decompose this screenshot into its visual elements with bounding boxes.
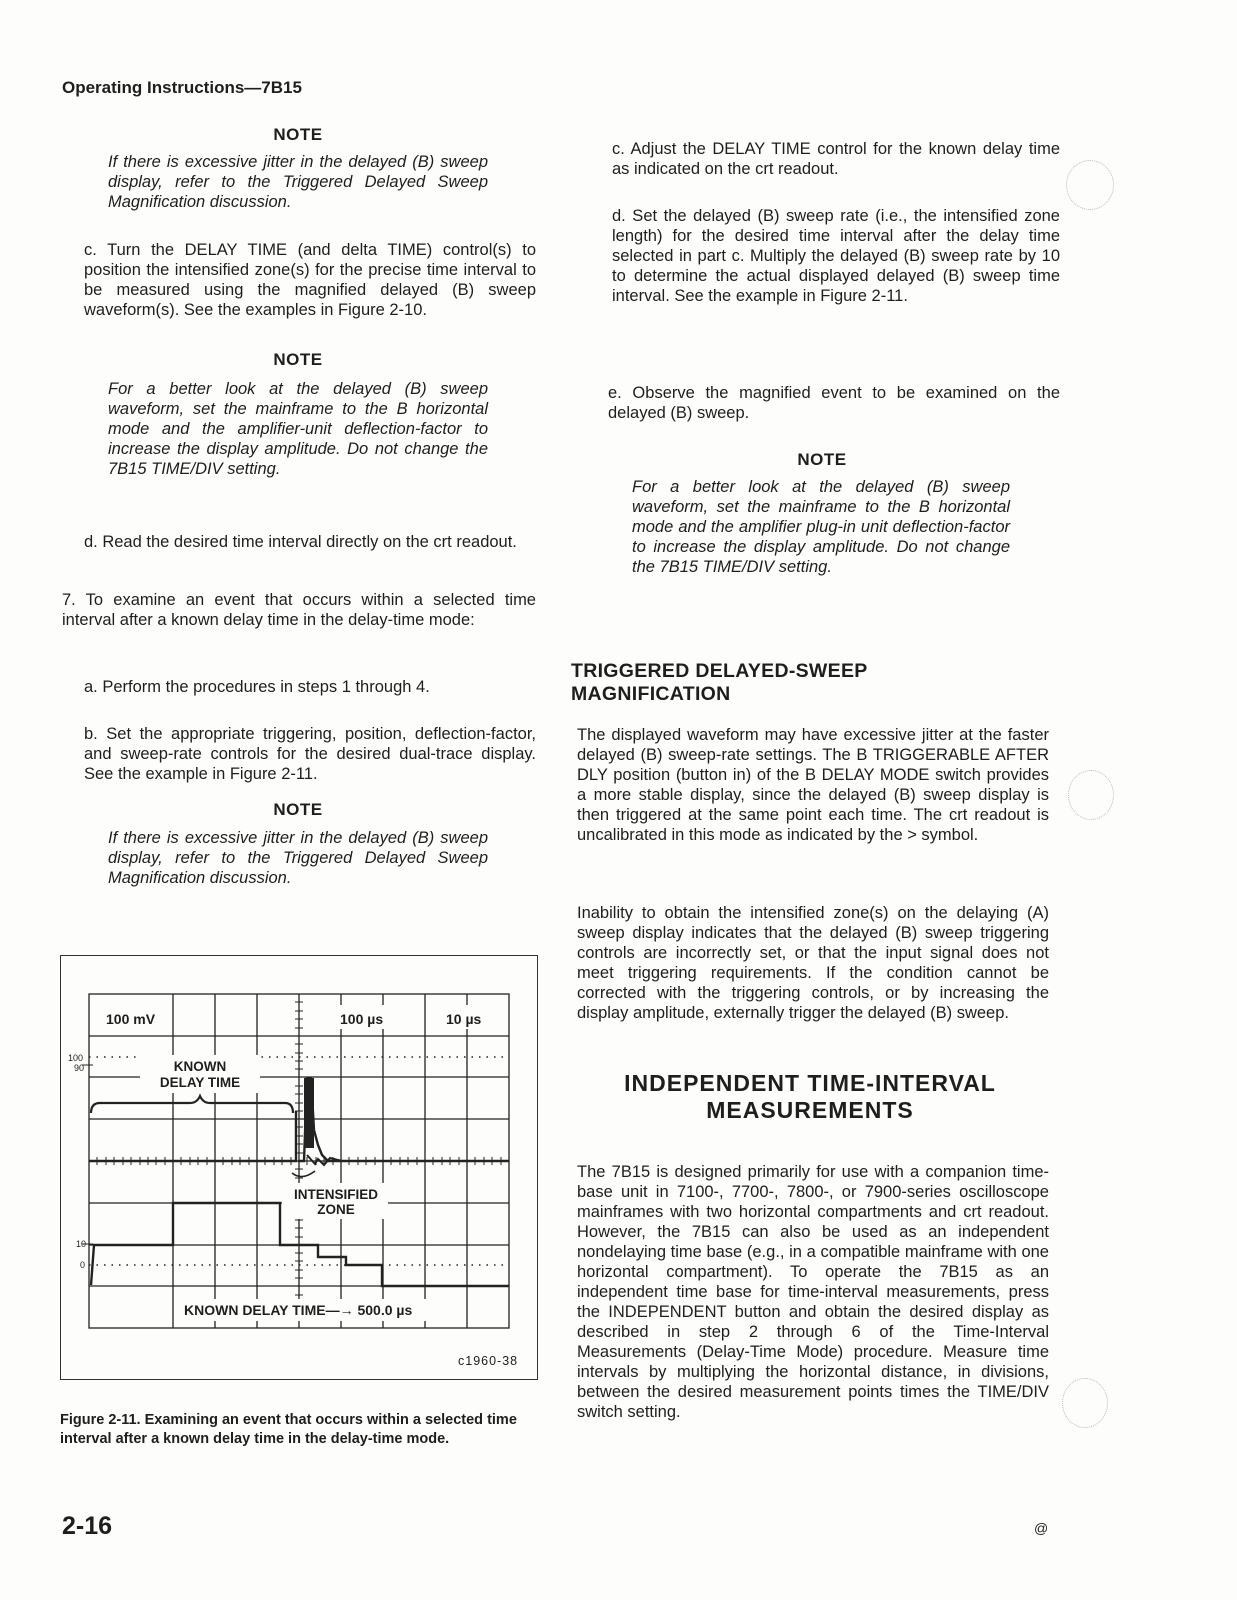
step-7-paragraph: 7. To examine an event that occurs within a selected time interval after a known delay time in the delay-time mode: (62, 591, 536, 629)
note-body: If there is excessive jitter in the delayed (B) sweep display, refer to the Triggered Delayed Sweep Magnification discussion. (108, 829, 488, 887)
right-step-d-paragraph: d. Set the delayed (B) sweep rate (i.e., the intensified zone length) for the desired time interval after the delay time selected in part c. Multiply the delayed (B) sweep rate by 10 to determine the actual displayed delayed (B) sweep time interval. See the example in Figure 2-11. (612, 207, 1060, 305)
intensified-label: INTENSIFIED (293, 1187, 379, 1202)
right-step-e-paragraph: e. Observe the magnified event to be examined on the delayed (B) sweep. (608, 384, 1060, 422)
binder-hole-mark (1062, 1378, 1108, 1428)
step-c-paragraph: c. Turn the DELAY TIME (and delta TIME) control(s) to position the intensified zone(s) for the precise time interval to be measured using the magnified delayed (B) sweep waveform(s). See the examples in Figure 2-10. (84, 241, 536, 319)
right-step-c-paragraph: c. Adjust the DELAY TIME control for the known delay time as indicated on the crt readout. (612, 140, 1060, 178)
note-body: For a better look at the delayed (B) sweep waveform, set the mainframe to the B horizontal mode and the amplifier plug-in unit deflection-factor to increase the display amplitude. Do not change the 7B15 TIME/DIV setting. (632, 478, 1010, 576)
page-number: 2-16 (62, 1512, 113, 1540)
known-delay-brace (91, 1096, 293, 1113)
tick-label-90: 90 (74, 1063, 85, 1073)
step-d-paragraph: d. Read the desired time interval directly on the crt readout. (84, 533, 517, 551)
binder-hole-mark (1066, 160, 1114, 210)
note-body: For a better look at the delayed (B) sweep waveform, set the mainframe to the B horizontal mode and the amplifier-unit deflection-factor to increase the display amplitude. Do not change the 7B15 TIME/DIV setting. (108, 380, 488, 478)
figure-caption: Figure 2-11. Examining an event that occurs within a selected time interval after a known delay time in the delay-time mode. (60, 1412, 517, 1447)
binder-hole-mark (1068, 770, 1114, 820)
note-heading: NOTE (797, 450, 847, 469)
copyright-mark: @ (1034, 1520, 1049, 1536)
section-paragraph: The 7B15 is designed primarily for use with a companion time-base unit in 7100-, 7700-, 7800-, or 7900-series oscilloscope mainframes with two horizontal compartments and crt readout. However, the 7B15 can also be used as an independent nondelaying time base (e.g., in a compatible mainframe with one horizontal compartment). To operate the 7B15 as an independent time base for time-interval measurements, press the INDEPENDENT button and obtain the desired display as described in step 2 through 6 of the Time-Interval Measurements (Delay-Time Mode) procedure. Measure time intervals by multiplying the horizontal distance, in divisions, between the desired measurement points times the TIME/DIV switch setting. (577, 1163, 1049, 1421)
figure-number: c1960-38 (458, 1354, 519, 1368)
readout-delaying-sweep-rate: 100 µs (340, 1011, 384, 1027)
readout-known-delay-time: KNOWN DELAY TIME—→ 500.0 µs (184, 1302, 413, 1318)
note-body: If there is excessive jitter in the delayed (B) sweep display, refer to the Triggered Delayed Sweep Magnification discussion. (108, 153, 488, 211)
section-heading-triggered: TRIGGERED DELAYED-SWEEP MAGNIFICATION (571, 660, 868, 705)
tick-label-10: 10 (76, 1239, 87, 1249)
known-label: KNOWN (173, 1059, 227, 1074)
tick-label-100: 100 (68, 1053, 84, 1063)
tick-label-0: 0 (80, 1260, 86, 1270)
section-heading-independent: INDEPENDENT TIME-INTERVAL MEASUREMENTS (624, 1070, 996, 1123)
readout-delayed-sweep-rate: 10 µs (446, 1011, 482, 1027)
running-header: Operating Instructions—7B15 (62, 78, 302, 97)
readout-deflection-factor: 100 mV (106, 1011, 156, 1027)
intensified-zone-mark (304, 1078, 314, 1148)
note-heading: NOTE (273, 800, 323, 819)
step-b-paragraph: b. Set the appropriate triggering, position, deflection-factor, and sweep-rate controls for the desired dual-trace display. See the example in Figure 2-11. (84, 725, 536, 783)
delay-time-label: DELAY TIME (159, 1075, 241, 1090)
zone-label: ZONE (317, 1202, 355, 1217)
crt-display-figure (60, 955, 538, 1380)
note-heading: NOTE (273, 350, 323, 369)
step-a-paragraph: a. Perform the procedures in steps 1 through 4. (84, 678, 430, 696)
section-paragraph: Inability to obtain the intensified zone(s) on the delaying (A) sweep display indicates that the delayed (B) sweep triggering controls are incorrectly set, or that the input signal does not meet triggering requirements. If the condition cannot be corrected with the triggering controls, or by increasing the display amplitude, externally trigger the delayed (B) sweep. (577, 904, 1049, 1022)
section-paragraph: The displayed waveform may have excessive jitter at the faster delayed (B) sweep-rate settings. The B TRIGGERABLE AFTER DLY position (button in) of the B DELAY MODE switch provides a more stable display, since the delayed (B) sweep display is then triggered at the same point each time. The crt readout is uncalibrated in this mode as indicated by the > symbol. (577, 726, 1049, 844)
note-heading: NOTE (273, 125, 323, 144)
